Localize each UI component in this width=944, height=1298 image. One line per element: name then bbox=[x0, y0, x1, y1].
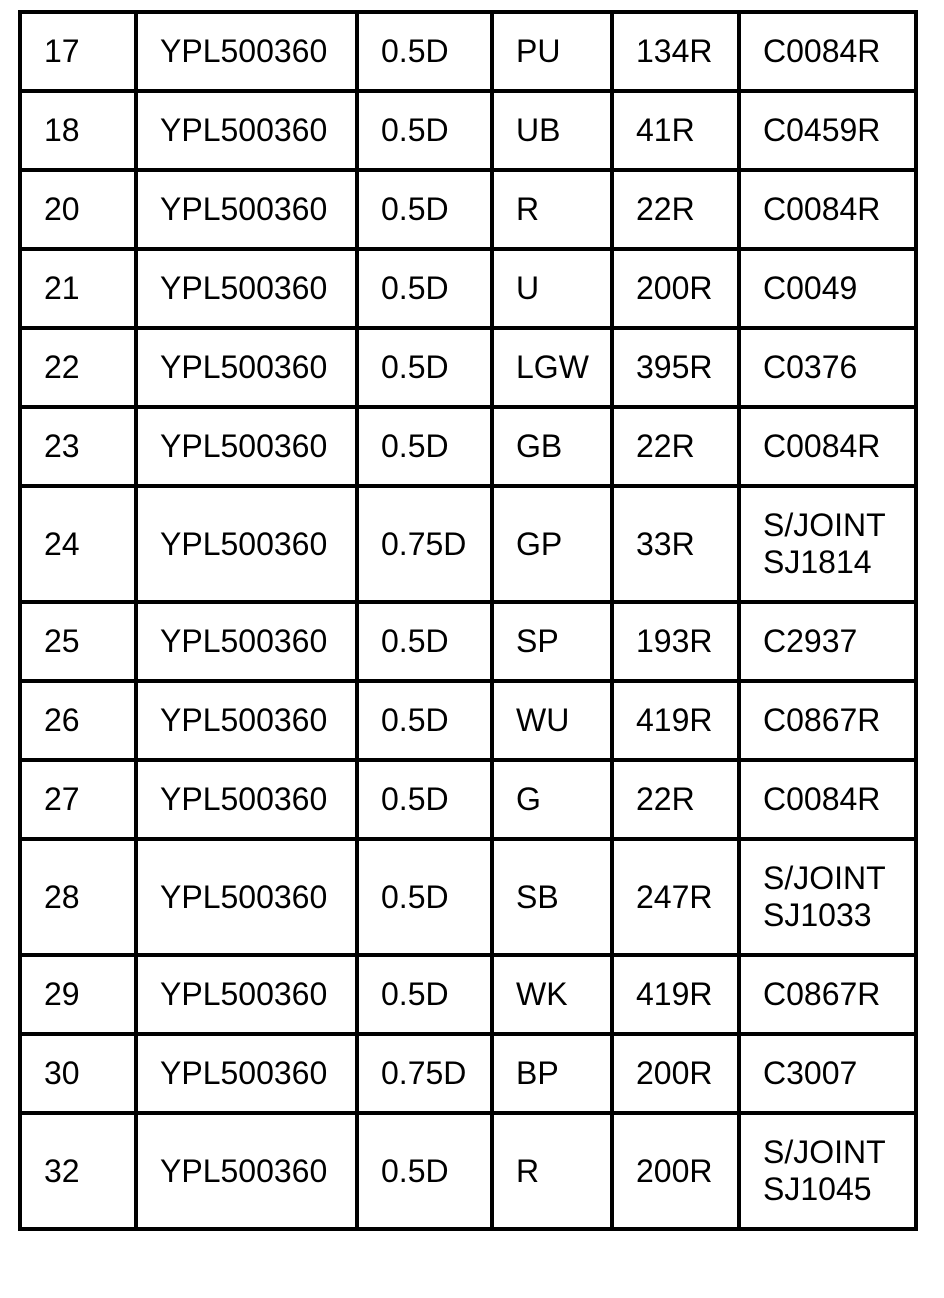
size-cell: 0.5D bbox=[357, 955, 492, 1034]
color-code-cell: R bbox=[492, 170, 612, 249]
length-cell: 200R bbox=[612, 1113, 739, 1229]
size-cell: 0.5D bbox=[357, 760, 492, 839]
color-code-cell: GB bbox=[492, 407, 612, 486]
part-number-cell: YPL500360 bbox=[136, 839, 357, 955]
row-number-cell: 23 bbox=[20, 407, 136, 486]
row-number-cell: 28 bbox=[20, 839, 136, 955]
part-number-cell: YPL500360 bbox=[136, 1113, 357, 1229]
row-number-cell: 20 bbox=[20, 170, 136, 249]
reference-cell bbox=[739, 955, 916, 1034]
length-cell: 22R bbox=[612, 170, 739, 249]
row-number-cell: 32 bbox=[20, 1113, 136, 1229]
color-code-cell: U bbox=[492, 249, 612, 328]
row-number-cell: 22 bbox=[20, 328, 136, 407]
color-code-cell: SB bbox=[492, 839, 612, 955]
reference-line: C3007 bbox=[763, 1055, 858, 1091]
length-cell: 200R bbox=[612, 249, 739, 328]
reference-line: SJ1814 bbox=[763, 544, 872, 580]
reference-line: C0049 bbox=[763, 270, 858, 306]
size-cell: 0.5D bbox=[357, 602, 492, 681]
length-cell: 33R bbox=[612, 486, 739, 602]
table-body bbox=[20, 12, 916, 1229]
size-cell: 0.5D bbox=[357, 91, 492, 170]
reference-line: C0867R bbox=[763, 976, 881, 1012]
reference-cell bbox=[739, 760, 916, 839]
part-number-cell: YPL500360 bbox=[136, 760, 357, 839]
color-code-cell: R bbox=[492, 1113, 612, 1229]
table-row bbox=[20, 170, 916, 249]
reference-line: C0084R bbox=[763, 191, 881, 227]
row-number-cell: 21 bbox=[20, 249, 136, 328]
part-number-cell: YPL500360 bbox=[136, 407, 357, 486]
color-code-cell: LGW bbox=[492, 328, 612, 407]
length-cell: 419R bbox=[612, 681, 739, 760]
part-number-cell: YPL500360 bbox=[136, 955, 357, 1034]
table-row bbox=[20, 91, 916, 170]
length-cell: 200R bbox=[612, 1034, 739, 1113]
size-cell: 0.5D bbox=[357, 839, 492, 955]
size-cell: 0.5D bbox=[357, 12, 492, 91]
table-row bbox=[20, 602, 916, 681]
table-row bbox=[20, 760, 916, 839]
table-row bbox=[20, 249, 916, 328]
row-number-cell: 18 bbox=[20, 91, 136, 170]
reference-line: C0084R bbox=[763, 781, 881, 817]
row-number-cell: 17 bbox=[20, 12, 136, 91]
part-number-cell: YPL500360 bbox=[136, 681, 357, 760]
part-number-cell: YPL500360 bbox=[136, 486, 357, 602]
row-number-cell: 26 bbox=[20, 681, 136, 760]
table-row bbox=[20, 12, 916, 91]
reference-cell bbox=[739, 249, 916, 328]
part-number-cell: YPL500360 bbox=[136, 170, 357, 249]
row-number-cell: 30 bbox=[20, 1034, 136, 1113]
length-cell: 247R bbox=[612, 839, 739, 955]
length-cell: 193R bbox=[612, 602, 739, 681]
part-number-cell: YPL500360 bbox=[136, 602, 357, 681]
reference-cell bbox=[739, 91, 916, 170]
length-cell: 419R bbox=[612, 955, 739, 1034]
part-number-cell: YPL500360 bbox=[136, 12, 357, 91]
color-code-cell: WU bbox=[492, 681, 612, 760]
size-cell: 0.5D bbox=[357, 170, 492, 249]
reference-line: C2937 bbox=[763, 623, 858, 659]
color-code-cell: WK bbox=[492, 955, 612, 1034]
color-code-cell: G bbox=[492, 760, 612, 839]
row-number-cell: 25 bbox=[20, 602, 136, 681]
size-cell: 0.5D bbox=[357, 249, 492, 328]
reference-cell bbox=[739, 1113, 916, 1229]
color-code-cell: GP bbox=[492, 486, 612, 602]
reference-cell bbox=[739, 407, 916, 486]
size-cell: 0.5D bbox=[357, 328, 492, 407]
row-number-cell: 24 bbox=[20, 486, 136, 602]
length-cell: 41R bbox=[612, 91, 739, 170]
reference-cell bbox=[739, 328, 916, 407]
size-cell: 0.75D bbox=[357, 486, 492, 602]
part-number-cell: YPL500360 bbox=[136, 249, 357, 328]
color-code-cell: SP bbox=[492, 602, 612, 681]
table-row bbox=[20, 407, 916, 486]
size-cell: 0.75D bbox=[357, 1034, 492, 1113]
reference-cell bbox=[739, 170, 916, 249]
reference-cell bbox=[739, 12, 916, 91]
reference-cell bbox=[739, 1034, 916, 1113]
part-number-cell: YPL500360 bbox=[136, 1034, 357, 1113]
table-row bbox=[20, 486, 916, 602]
reference-line: C0376 bbox=[763, 349, 858, 385]
reference-line: SJ1045 bbox=[763, 1171, 872, 1207]
reference-line: S/JOINT bbox=[763, 507, 886, 543]
row-number-cell: 29 bbox=[20, 955, 136, 1034]
reference-line: S/JOINT bbox=[763, 860, 886, 896]
reference-cell bbox=[739, 486, 916, 602]
part-number-cell: YPL500360 bbox=[136, 328, 357, 407]
length-cell: 22R bbox=[612, 760, 739, 839]
length-cell: 22R bbox=[612, 407, 739, 486]
color-code-cell: BP bbox=[492, 1034, 612, 1113]
color-code-cell: PU bbox=[492, 12, 612, 91]
reference-cell bbox=[739, 681, 916, 760]
table-row bbox=[20, 328, 916, 407]
size-cell: 0.5D bbox=[357, 681, 492, 760]
reference-line: C0084R bbox=[763, 33, 881, 69]
reference-line: C0084R bbox=[763, 428, 881, 464]
wire-table bbox=[18, 10, 918, 1231]
reference-line: S/JOINT bbox=[763, 1134, 886, 1170]
row-number-cell: 27 bbox=[20, 760, 136, 839]
color-code-cell: UB bbox=[492, 91, 612, 170]
part-number-cell: YPL500360 bbox=[136, 91, 357, 170]
table-row bbox=[20, 681, 916, 760]
table-row bbox=[20, 955, 916, 1034]
length-cell: 134R bbox=[612, 12, 739, 91]
reference-line: C0459R bbox=[763, 112, 881, 148]
reference-cell bbox=[739, 839, 916, 955]
table-row bbox=[20, 1034, 916, 1113]
reference-cell bbox=[739, 602, 916, 681]
size-cell: 0.5D bbox=[357, 407, 492, 486]
reference-line: C0867R bbox=[763, 702, 881, 738]
table-row bbox=[20, 839, 916, 955]
table-row bbox=[20, 1113, 916, 1229]
length-cell: 395R bbox=[612, 328, 739, 407]
size-cell: 0.5D bbox=[357, 1113, 492, 1229]
reference-line: SJ1033 bbox=[763, 897, 872, 933]
